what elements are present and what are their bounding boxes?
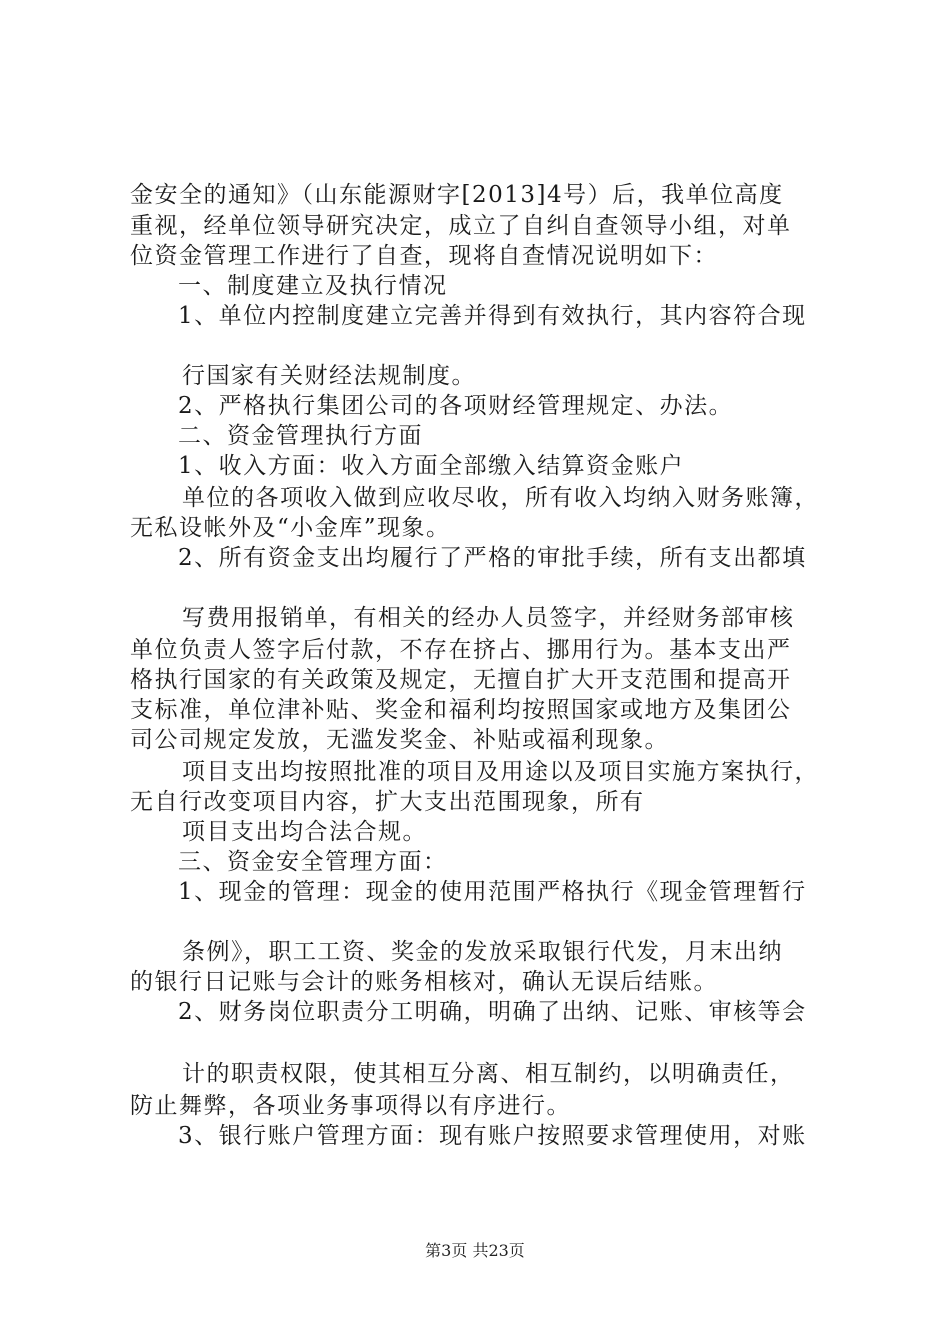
body-line: 2、所有资金支出均履行了严格的审批手续，所有支出都填 (178, 545, 807, 571)
body-line: 1、收入方面：收入方面全部缴入结算资金账户 (178, 453, 685, 479)
section-heading: 一、制度建立及执行情况 (178, 273, 448, 299)
body-line: 计的职责权限，使其相互分离、相互制约，以明确责任， (182, 1061, 795, 1087)
body-line: 防止舞弊，各项业务事项得以有序进行。 (130, 1093, 571, 1119)
body-line: 支标准，单位津补贴、奖金和福利均按照国家或地方及集团公 (130, 697, 792, 723)
body-line: 3、银行账户管理方面：现有账户按照要求管理使用，对账 (178, 1123, 807, 1149)
body-line: 司公司规定发放，无滥发奖金、补贴或福利现象。 (130, 727, 669, 753)
body-line: 1、现金的管理：现金的使用范围严格执行《现金管理暂行 (178, 879, 807, 905)
body-line: 条例》，职工工资、奖金的发放采取银行代发，月末出纳 (182, 939, 783, 965)
section-heading: 三、资金安全管理方面： (178, 849, 448, 875)
body-line: 无自行改变项目内容，扩大支出范围现象，所有 (130, 789, 645, 815)
body-line: 1、单位内控制度建立完善并得到有效执行，其内容符合现 (178, 303, 807, 329)
body-line: 项目支出均按照批准的项目及用途以及项目实施方案执行， (182, 759, 819, 785)
section-heading: 二、资金管理执行方面 (178, 423, 423, 449)
body-line: 2、严格执行集团公司的各项财经管理规定、办法。 (178, 393, 734, 419)
body-line: 单位负责人签字后付款，不存在挤占、挪用行为。基本支出严 (130, 637, 792, 663)
body-line: 2、财务岗位职责分工明确，明确了出纳、记账、审核等会 (178, 999, 807, 1025)
body-line: 行国家有关财经法规制度。 (182, 363, 476, 389)
body-line: 重视，经单位领导研究决定，成立了自纠自查领导小组，对单 (130, 213, 792, 239)
body-line: 格执行国家的有关政策及规定，无擅自扩大开支范围和提高开 (130, 667, 792, 693)
body-line: 的银行日记账与会计的账务相核对，确认无误后结账。 (130, 969, 718, 995)
body-line: 写费用报销单，有相关的经办人员签字，并经财务部审核 (182, 605, 795, 631)
page-number-footer: 第3页 共23页 (425, 1241, 525, 1260)
body-line: 金安全的通知》（山东能源财字[2013]4号）后，我单位高度 (130, 182, 784, 208)
body-line: 项目支出均合法合规。 (182, 819, 427, 845)
body-line: 位资金管理工作进行了自查，现将自查情况说明如下： (130, 243, 718, 269)
body-line: 无私设帐外及“小金库”现象。 (130, 515, 451, 541)
body-line: 单位的各项收入做到应收尽收，所有收入均纳入财务账簿， (182, 485, 819, 511)
